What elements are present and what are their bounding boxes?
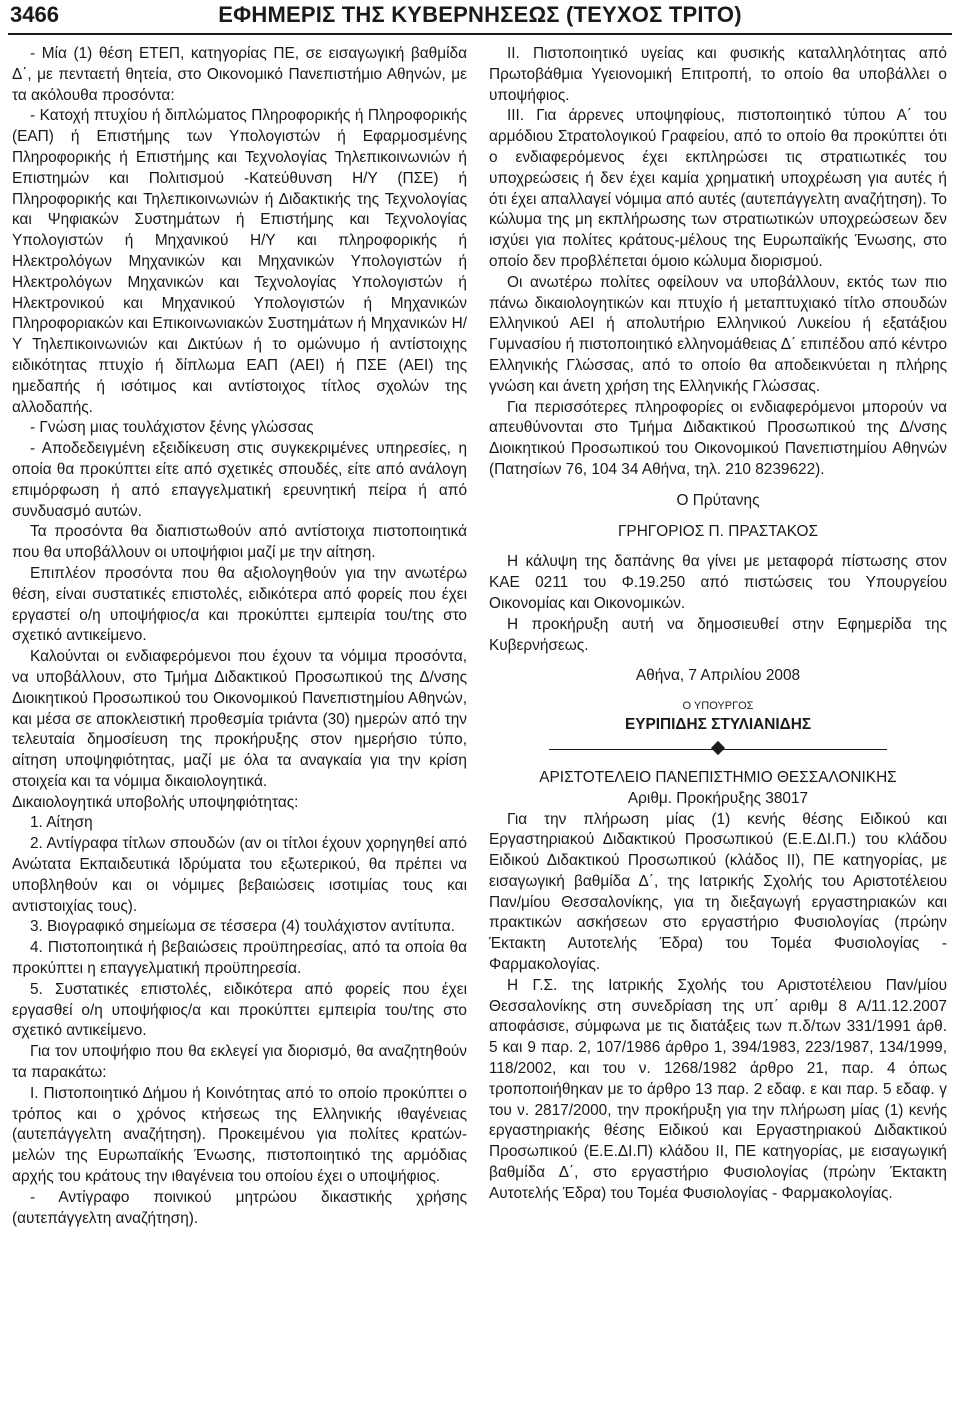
rector-name: ΓΡΗΓΟΡΙΟΣ Π. ΠΡΑΣΤΑΚΟΣ — [617, 522, 819, 540]
right-column — [489, 44, 947, 1205]
paragraph: Δικαιολογητικά υποβολής υποψηφιότητας: — [12, 793, 299, 811]
paragraph: ΙΙΙ. Για άρρενες υποψηφίους, πιστοποιητικό τύπου Α΄ του αρμόδιου Στρατολογικού Γραφείου, από το οποίο θα προκύπτει ότι ο ενδιαφερόμενος έχει εκπληρώσει τις στρατιωτικές του υποχρεώσεις ή δεν έχει καμία χρηματική υποχρέωση για αυτές ή ότι έχει απαλλαγεί νόμιμα από αυτές (αυτεπάγγελτη αναζήτηση). Το κώλυμα της μη εκπλήρωσης των στρατιωτικών υποχρεώσεων δεν ισχύει για πολίτες κράτους-μέλους της Ευρωπαϊκής Ένωσης, στο οποίο δεν προβλέπεται όμοιο κώλυμα διορισμού. — [489, 107, 947, 270]
list-item: 4. Πιστοποιητικά ή βεβαιώσεις προϋπηρεσίας, από τα οποία θα προκύπτει η επαγγελματική προϋπηρεσία. — [12, 939, 467, 978]
date-line: Αθήνα, 7 Απριλίου 2008 — [635, 667, 801, 685]
list-item: 5. Συστατικές επιστολές, ειδικότερα από φορείς που έχει εργασθεί ο/η υποψήφιος/α και προκύπτει εμπειρία του/της στο σχετικό αντικείμενο. — [12, 980, 467, 1040]
rector-title: Ο Πρύτανης — [676, 491, 760, 509]
gazette-title: ΕΦΗΜΕΡΙΣ ΤΗΣ ΚΥΒΕΡΝΗΣΕΩΣ (ΤΕΥΧΟΣ ΤΡΙΤΟ) — [218, 2, 742, 27]
list-item: 2. Αντίγραφα τίτλων σπουδών (αν οι τίτλοι έχουν χορηγηθεί από Ανώτατα Εκπαιδευτικά Ιδρύματα του εξωτερικού, θα πρέπει να υποβληθούν και οι νόμιμες βεβαιώσεις ισοτιμίας τους και αντιστοιχίας τους). — [12, 835, 467, 915]
paragraph: - Γνώση μιας τουλάχιστον ξένης γλώσσας — [30, 419, 314, 437]
paragraph: - Κατοχή πτυχίου ή διπλώματος Πληροφορικής ή Πληροφορικής (ΕΑΠ) ή Επιστήμης των Υπολογιστών ή Εφαρμοσμένης Πληροφορικής ή Επιστήμης και Τεχνολογίας Τηλεπικοινωνιών ή Επιστημών και Πολιτισμού -Κατεύθυνση Η/Υ (ΠΣΕ) ή Πληροφορικής και Τηλεπικοινωνιών ή Διδακτικής της Τεχνολογίας και Ψηφιακών Συστημάτων ή Επιστήμης και Τεχνολογίας Υπολογιστών ή Μηχανικού Η/Υ και πληροφορικής ή Ηλεκτρολόγων Μηχανικών και Μηχανικών Υπολογιστών ή Ηλεκτρολόγων Μηχανικών και Τεχνολογίας Υπολογιστών ή Ηλεκτρονικού και Μηχανικού Υπολογιστών ή Μηχανικών Πληροφοριακών και Επικοινωνιακών Συστημάτων ή Μηχανικών Η/Υ Τηλεπικοινωνιών και Δικτύων ή το ομώνυμο ή αντίστοιχης ειδικότητας πτυχίο ή δίπλωμα ΕΑΠ (ΑΕΙ) ή ΠΣΕ (ΑΕΙ) της ημεδαπής ή ισότιμος και αντίστοιχος τίτλος σχολών της αλλοδαπής. — [12, 107, 467, 416]
page-number: 3466 — [10, 2, 59, 27]
paragraph: Για περισσότερες πληροφορίες οι ενδιαφερόμενοι μπορούν να απευθύνονται στο Τμήμα Διδακτικού Προσωπικού της Δ/νσης Διοικητικού Προσωπικού του Οικονομικού Πανεπιστημίου Αθηνών (Πατησίων 76, 104 34 Αθήνα, τηλ. 210 8239622). — [489, 398, 947, 478]
university-heading: ΑΡΙΣΤΟΤΕΛΕΙΟ ΠΑΝΕΠΙΣΤΗΜΙΟ ΘΕΣΣΑΛΟΝΙΚΗΣ — [539, 768, 897, 786]
paragraph: Για την πλήρωση μίας (1) κενής θέσης Ειδικού και Εργαστηριακού Διδακτικού Προσωπικού (Ε.Ε.ΔΙ.Π.) του κλάδου Ειδικού Διδακτικού Προσωπικού (κλάδος ΙΙ), ΠΕ κατηγορίας, με εισαγωγική βαθμίδα Δ΄, της Ιατρικής Σχολής του Αριστοτέλειου Παν/μίου Θεσσαλονίκης, για τη διεξαγωγή εργαστηριακών και πρακτικών ασκήσεων στο εργαστήριο Φυσιολογίας (πρώην Έκτακτη Αυτοτελής Έδρα) του Τομέα Φυσιολογίας - Φαρμακολογίας. — [489, 810, 947, 974]
minister-title: Ο ΥΠΟΥΡΓΟΣ — [682, 700, 754, 713]
paragraph: Η Γ.Σ. της Ιατρικής Σχολής του Αριστοτέλειου Παν/μίου Θεσσαλονίκης στη συνεδρίαση της υπ΄ αριθμ 8 Α/11.12.2007 αποφάσισε, σύμφωνα με τις διατάξεις των π.δ/των 331/1991 άρθ. 5 και 9 παρ. 2, 107/1986 άρθρο 1, 394/1983, 223/1987, 134/1999, 118/2002, και του ν. 1268/1982 άρθρο 21, παρ. 4 όπως τροποποιήθηκαν με το άρθρο 13 παρ. 2 εδαφ. ε και παρ. 5 εδαφ. γ του ν. 2817/2000, την προκήρυξη για την πλήρωση μίας (1) κενής εργαστηριακής θέσης Ειδικού και Εργαστηριακού Διδακτικού Προσωπικού (Ε.Ε.ΔΙ.Π) κλάδου ΙΙ, ΠΕ κατηγορίας, με εισαγωγική βαθμίδα Δ΄, στο εργαστήριο Φυσιολογίας (πρώην Έκτακτη Αυτοτελής Έδρα) του Τομέα Φυσιολογίας - Φαρμακολογίας. — [489, 976, 947, 1202]
left-column — [12, 44, 467, 1229]
paragraph: Τα προσόντα θα διαπιστωθούν από αντίστοιχα πιστοποιητικά που θα υποβάλλουν οι υποψήφιοι μαζί με την αίτηση. — [12, 523, 467, 562]
section-divider — [549, 742, 887, 758]
header-rule — [8, 33, 952, 35]
paragraph: Επιπλέον προσόντα που θα αξιολογηθούν για την ανωτέρω θέση, είναι συστατικές επιστολές, ειδικότερα από φορείς που έχει εργαστεί ο/η υποψήφιος/α και προκύπτει εμπειρία του/της στο σχετικό αντικείμενο. — [12, 564, 467, 645]
paragraph: - Μία (1) θέση ΕΤΕΠ, κατηγορίας ΠΕ, σε εισαγωγική βαθμίδα Δ΄, με πενταετή θητεία, στο Οικονομικό Πανεπιστήμιο Αθηνών, με τα ακόλουθα προσόντα: — [12, 45, 467, 104]
paragraph: Η κάλυψη της δαπάνης θα γίνει με μεταφορά πίστωσης στον ΚΑΕ 0211 του Φ.19.250 από πιστώσεις του Υπουργείου Οικονομίας και Οικονομικών. — [489, 553, 947, 612]
paragraph: Ι. Πιστοποιητικό Δήμου ή Κοινότητας από το οποίο προκύπτει ο τρόπος και ο χρόνος κτήσεως της Ελληνικής ιθαγένειας (αυτεπάγγελτη αναζήτηση). Προκειμένου για πολίτες κρατών-μελών της Ευρωπαϊκής Ένωσης, πιστοποιητικό της αρμόδιας αρχής του κράτους την ιθαγένεια του οποίου έχει ο υποψήφιος. — [12, 1084, 467, 1186]
minister-name: ΕΥΡΙΠΙΔΗΣ ΣΤΥΛΙΑΝΙΔΗΣ — [624, 716, 812, 734]
paragraph: Για τον υποψήφιο που θα εκλεγεί για διορισμό, θα αναζητηθούν τα παρακάτω: — [12, 1043, 467, 1082]
paragraph: - Αποδεδειγμένη εξειδίκευση στις συγκεκριμένες υπηρεσίες, η οποία θα προκύπτει είτε από σχετικές σπουδές, είτε από ανάλογη επιμόρφωση ή από επαγγελματική ερευνητική πείρα ή από συνδυασμό αυτών. — [12, 440, 467, 520]
paragraph: ΙΙ. Πιστοποιητικό υγείας και φυσικής καταλληλότητας από Πρωτοβάθμια Υγειονομική Επιτροπή, το οποίο θα υποβάλλει ο υποψήφιος. — [489, 45, 947, 104]
notice-number: Αριθμ. Προκήρυξης 38017 — [627, 789, 809, 807]
paragraph: - Αντίγραφο ποινικού μητρώου δικαστικής χρήσης (αυτεπάγγελτη αναζήτηση). — [12, 1188, 467, 1227]
diamond-ornament-icon — [711, 741, 725, 755]
list-item: 1. Αίτηση — [30, 814, 93, 832]
paragraph: Οι ανωτέρω πολίτες οφείλουν να υποβάλλουν, εκτός των πιο πάνω δικαιολογητικών και πτυχίο ή μεταπτυχιακό τίτλο σπουδών Ελληνικού ΑΕΙ ή απολυτήριο Ελληνικού Λυκείου ή εξατάξιου Γυμνασίου ή πιστοποιητικό ελληνομάθειας Δ΄ επιπέδου από κέντρο Ελληνικής Γλώσσας, από το οποίο θα αποδεικνύεται η πλήρης γνώση και άνετη χρήση της Ελληνικής Γλώσσας. — [489, 273, 947, 395]
paragraph: Καλούνται οι ενδιαφερόμενοι που έχουν τα νόμιμα προσόντα, να υποβάλλουν, στο Τμήμα Διδακτικού Προσωπικού της Δ/νσης Διοικητικού Προσωπικού του Οικονομικού Πανεπιστημίου Αθηνών, και μέσα σε αποκλειστική προθεσμία τριάντα (30) ημερών από την τελευταία δημοσίευση της προκήρυξης στον ημερήσιο τύπο, αίτηση υποψηφιότητας, μαζί με όλα τα αναγκαία για την κρίση στοιχεία και τα νόμιμα δικαιολογητικά. — [12, 648, 467, 790]
paragraph: Η προκήρυξη αυτή να δημοσιευθεί στην Εφημερίδα της Κυβερνήσεως. — [489, 615, 947, 654]
page-header — [0, 0, 960, 34]
list-item: 3. Βιογραφικό σημείωμα σε τέσσερα (4) τουλάχιστον αντίτυπα. — [30, 918, 455, 936]
